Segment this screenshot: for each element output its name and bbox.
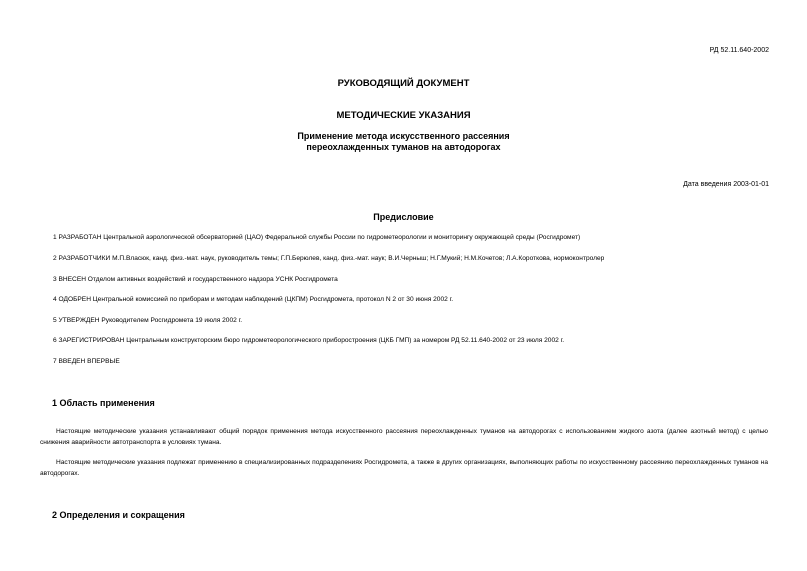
paragraph: Настоящие методические указания устанавливают общий порядок применения метода искусственного рассеяния переохлажденных туманов на автодорогах с использованием жидкого азота (далее азотный метод) с целью снижения аварийности автотранспорта в условиях тумана. [40,428,768,446]
preface-item: 4 ОДОБРЕН Центральной комиссией по приборам и методам наблюдений (ЦКПМ) Росгидромета, протокол N 2 от 30 июня 2002 г. [53,296,454,303]
preface-item: 7 ВВЕДЕН ВПЕРВЫЕ [53,358,120,365]
preface-item: 1 РАЗРАБОТАН Центральной аэрологической обсерваторией (ЦАО) Федеральной службы России по гидрометеорологии и мониторингу окружающей среды (Росгидромет) [53,234,581,241]
subtitle-line-2: переохлажденных туманов на автодорогах [306,142,501,152]
preface-item: 5 УТВЕРЖДЕН Руководителем Росгидромета 19 июля 2002 г. [53,317,243,324]
document-code: РД 52.11.640-2002 [709,47,769,54]
document-subtitle [0,131,807,153]
preface-item: 6 ЗАРЕГИСТРИРОВАН Центральным конструкторским бюро гидрометеорологического приборостроения (ЦКБ ГМП) за номером РД 52.11.640-2002 от 23 июля 2002 г. [53,337,565,344]
preface-item: 2 РАЗРАБОТЧИКИ М.П.Власюк, канд. физ.-мат. наук, руководитель темы; Г.П.Берюлев, канд. физ.-мат. наук; В.И.Черныш; Н.Г.Мукий; Н.М.Кочетов; Л.А.Короткова, нормоконтролер [53,255,605,262]
paragraph: Настоящие методические указания подлежат применению в специализированных подразделениях Росгидромета, а также в других организациях, выполняющих работы по искусственному рассеянию переохлажденных туманов на автодорогах. [40,459,768,477]
preface-item: 3 ВНЕСЕН Отделом активных воздействий и государственного надзора УСНК Росгидромета [53,276,338,283]
subtitle-line-1: Применение метода искусственного рассеяния [297,131,510,141]
section-heading-definitions: 2 Определения и сокращения [52,510,185,520]
introduction-date: Дата введения 2003-01-01 [683,181,769,188]
preface-heading: Предисловие [373,212,434,222]
document-type-title: РУКОВОДЯЩИЙ ДОКУМЕНТ [337,78,470,89]
document-subtype-title: МЕТОДИЧЕСКИЕ УКАЗАНИЯ [336,110,471,121]
section-heading-scope: 1 Область применения [52,398,155,408]
